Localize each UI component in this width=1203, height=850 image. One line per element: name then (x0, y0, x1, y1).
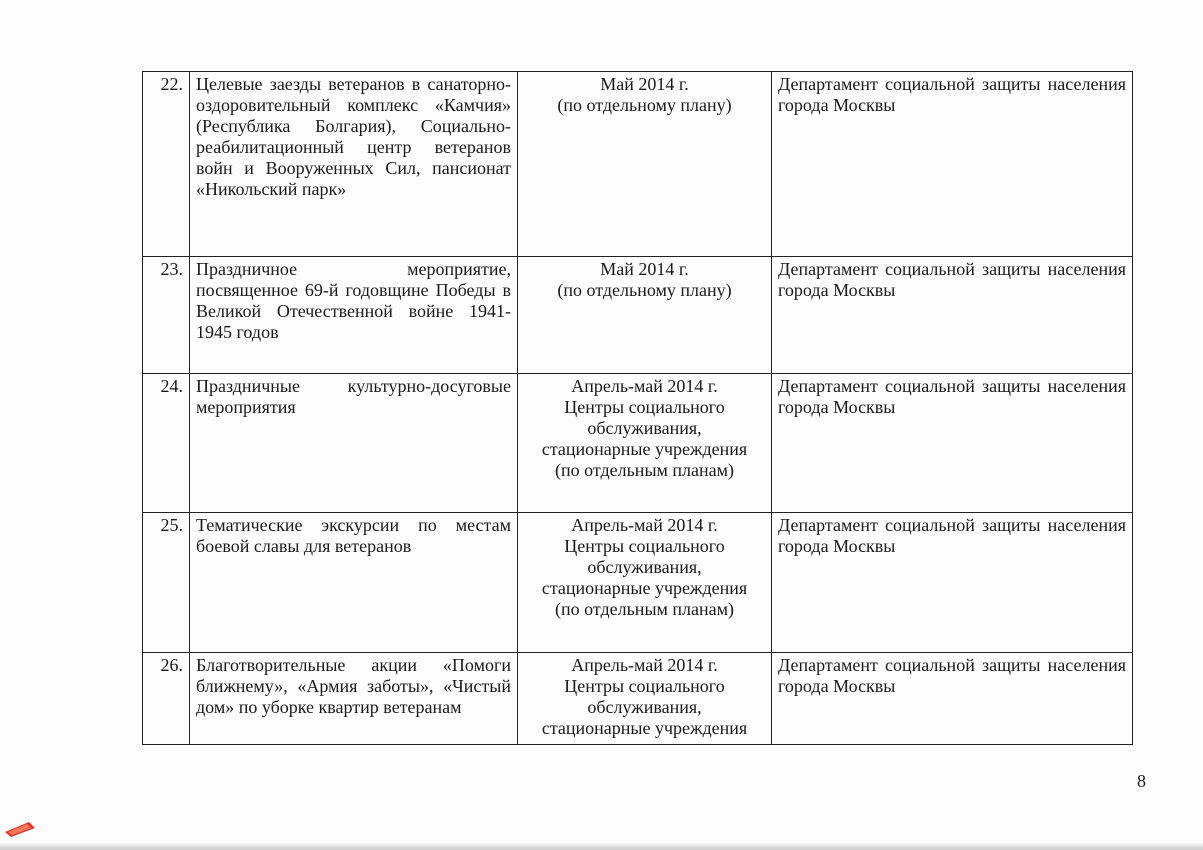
row-number: 25. (143, 513, 190, 653)
date-line: Апрель-май 2014 г. (571, 515, 718, 535)
event-description: Праздничные культурно-досуговые мероприятия (190, 374, 518, 513)
date-line: Центры социального (564, 397, 725, 417)
page-number: 8 (1137, 771, 1146, 791)
date-line: обслуживания, (587, 557, 702, 577)
table-row (143, 374, 1133, 513)
row-number: 24. (143, 374, 190, 513)
date-line: Апрель-май 2014 г. (571, 376, 718, 396)
date-line: стационарные учреждения (541, 439, 748, 459)
event-description: Тематические экскурсии по местам боевой славы для ветеранов (190, 513, 518, 653)
row-number: 22. (143, 72, 190, 257)
events-table (142, 71, 1133, 745)
event-description: Благотворительные акции «Помоги ближнему», «Армия заботы», «Чистый дом» по уборке квартир ветеранам (190, 653, 518, 745)
date-line: обслуживания, (587, 697, 702, 717)
date-line: (по отдельному плану) (557, 280, 732, 300)
table-row (143, 72, 1133, 257)
row-number: 26. (143, 653, 190, 745)
event-date (518, 257, 772, 374)
date-line: Май 2014 г. (600, 74, 689, 94)
row-number: 23. (143, 257, 190, 374)
red-stamp-logo-icon (3, 820, 37, 838)
date-line: Апрель-май 2014 г. (571, 655, 718, 675)
responsible-party: Департамент социальной защиты населения города Москвы (772, 513, 1133, 653)
date-line: (по отдельному плану) (557, 95, 732, 115)
date-line: стационарные учреждения (541, 718, 748, 738)
event-date (518, 513, 772, 653)
event-description: Праздничное мероприятие, посвященное 69-й годовщине Победы в Великой Отечественной войне 1941-1945 годов (190, 257, 518, 374)
event-description: Целевые заезды ветеранов в санаторно-оздоровительный комплекс «Камчия» (Республика Болгария), Социально-реабилитационный центр ветеранов войн и Вооруженных Сил, пансионат «Никольский парк» (190, 72, 518, 257)
date-line: стационарные учреждения (541, 578, 748, 598)
responsible-party: Департамент социальной защиты населения города Москвы (772, 653, 1133, 745)
responsible-party: Департамент социальной защиты населения города Москвы (772, 72, 1133, 257)
date-line: Центры социального (564, 536, 725, 556)
responsible-party: Департамент социальной защиты населения города Москвы (772, 257, 1133, 374)
table-row (143, 653, 1133, 745)
date-line: (по отдельным планам) (554, 460, 735, 480)
page-edge-shadow (0, 842, 1203, 850)
date-line: (по отдельным планам) (554, 599, 735, 619)
table-row (143, 257, 1133, 374)
event-date (518, 374, 772, 513)
event-date (518, 72, 772, 257)
date-line: Май 2014 г. (600, 259, 689, 279)
event-date (518, 653, 772, 745)
table-row (143, 513, 1133, 653)
date-line: обслуживания, (587, 418, 702, 438)
date-line: Центры социального (564, 676, 725, 696)
responsible-party: Департамент социальной защиты населения города Москвы (772, 374, 1133, 513)
